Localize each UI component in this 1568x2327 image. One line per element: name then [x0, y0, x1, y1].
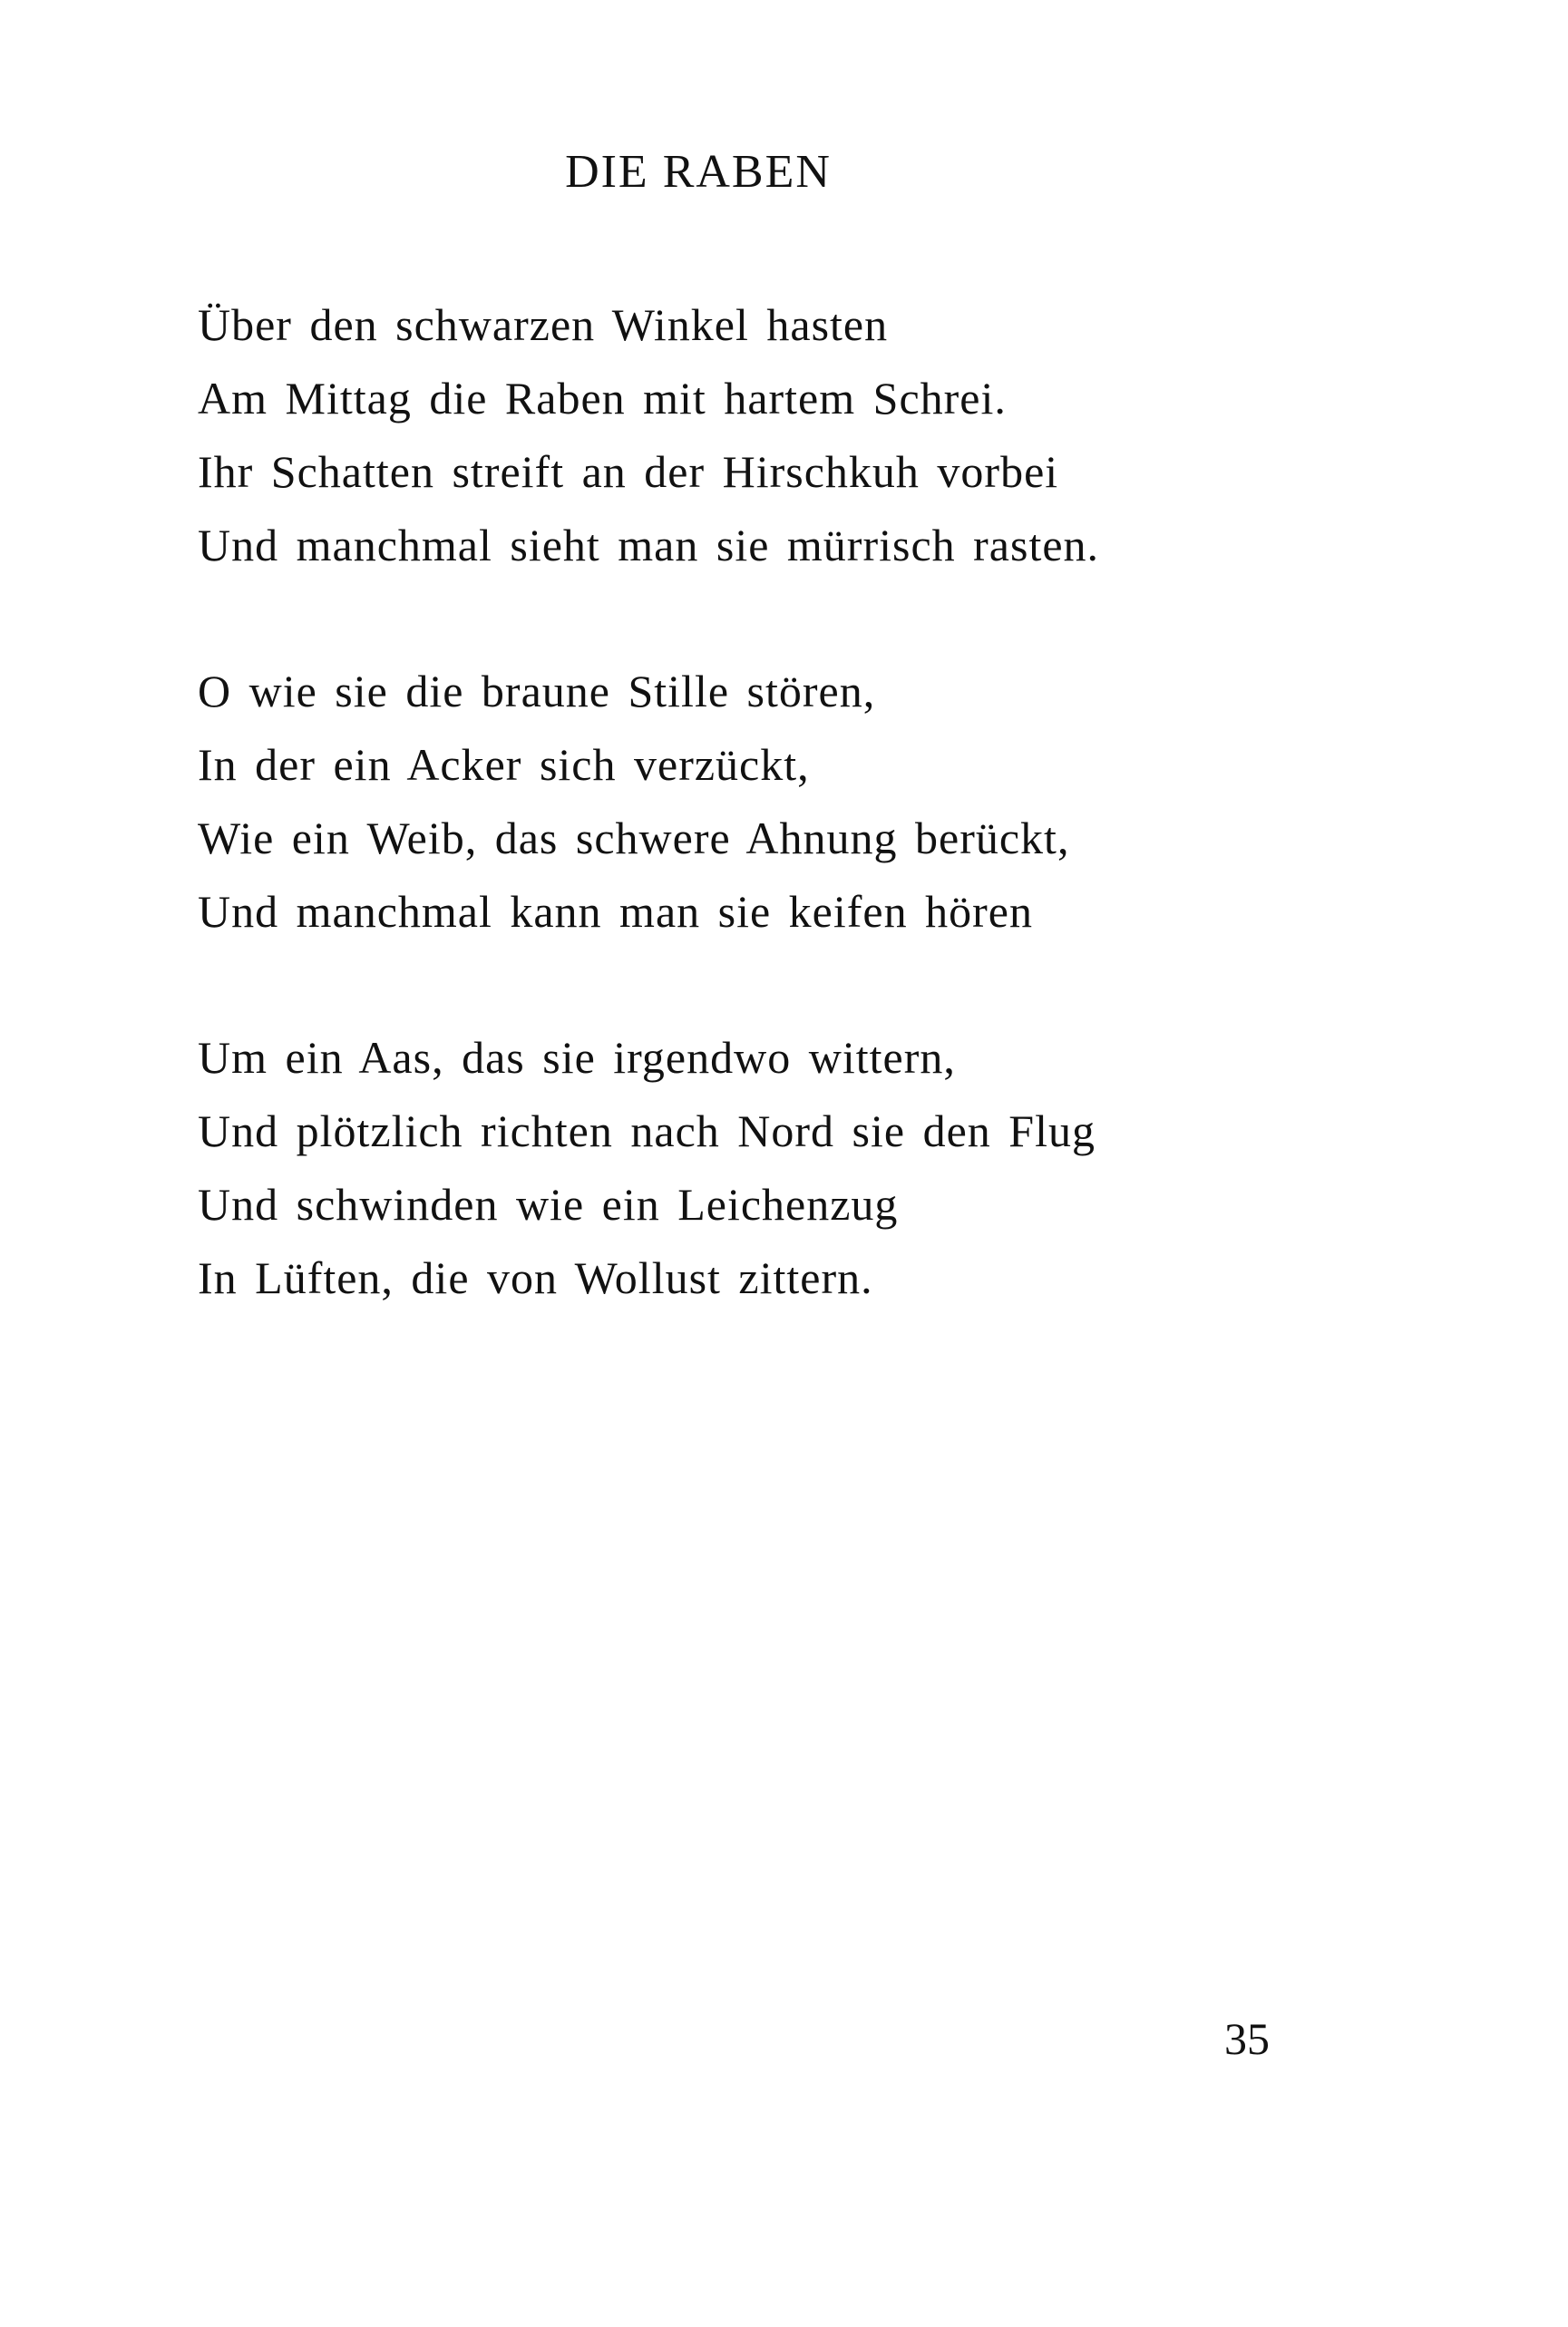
poem-line: Und plötzlich richten nach Nord sie den Flug	[198, 1105, 1096, 1156]
stanza-3	[198, 1021, 1268, 1315]
poem-line: Und manchmal kann man sie keifen hören	[198, 886, 1033, 937]
poem-line: Ihr Schatten streift an der Hirschkuh vorbei	[198, 446, 1059, 497]
poem-line: Und schwinden wie ein Leichenzug	[198, 1179, 899, 1230]
stanza-2	[198, 655, 1268, 949]
poem-line: O wie sie die braune Stille stören,	[198, 666, 876, 716]
poem-line: Wie ein Weib, das schwere Ahnung berückt,	[198, 813, 1070, 863]
poem-line: In Lüften, die von Wollust zittern.	[198, 1252, 873, 1303]
poem-body	[198, 288, 1268, 1387]
stanza-1	[198, 288, 1268, 582]
poem-line: Am Mittag die Raben mit hartem Schrei.	[198, 373, 1007, 424]
page-number: 35	[1224, 2013, 1270, 2064]
poem-line: Über den schwarzen Winkel hasten	[198, 299, 889, 350]
poem-line: In der ein Acker sich verzückt,	[198, 739, 810, 790]
poem-line: Und manchmal sieht man sie mürrisch rasten.	[198, 520, 1100, 570]
poem-line: Um ein Aas, das sie irgendwo wittern,	[198, 1032, 956, 1083]
poem-title: DIE RABEN	[565, 146, 832, 198]
